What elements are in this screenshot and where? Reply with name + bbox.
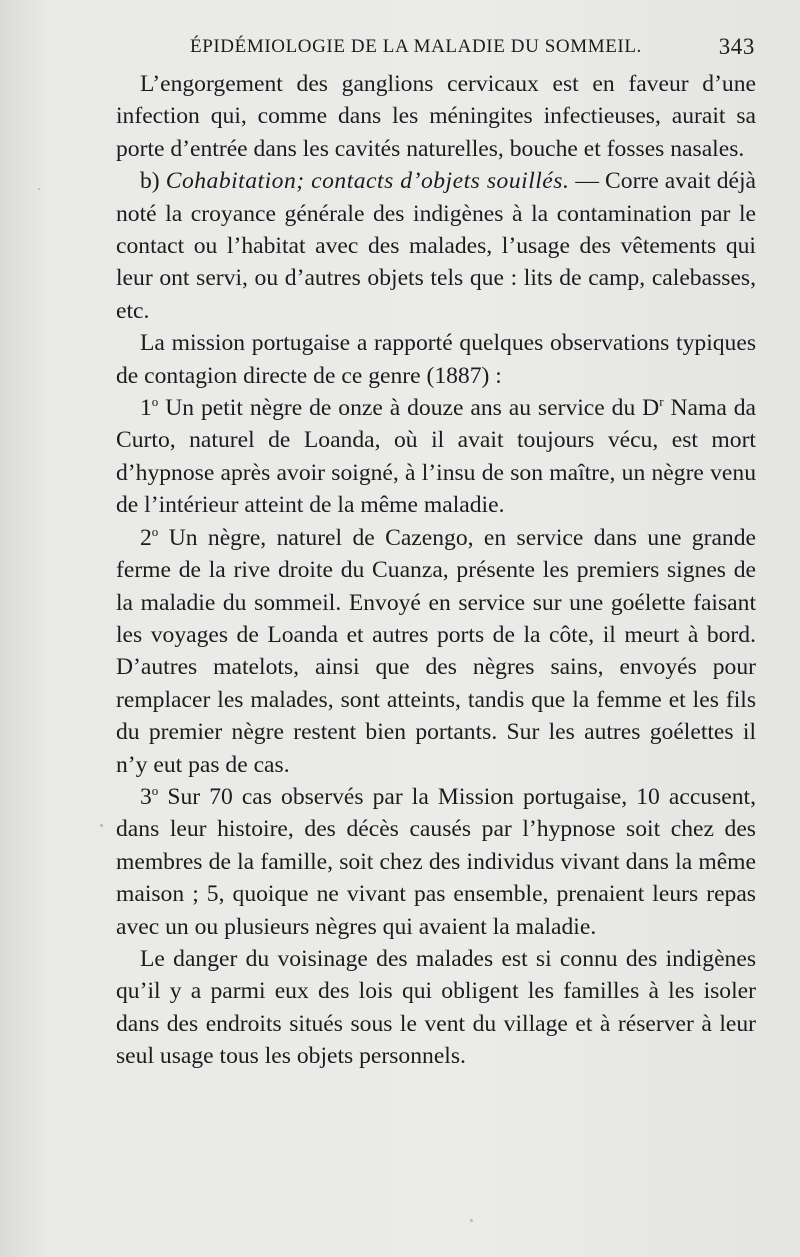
section-label: b) xyxy=(140,168,160,195)
paragraph-ganglions: L’engorgement des ganglions cervicaux est en faveur d’une infection qui, comme dans les méningites infectieuses, aurait sa porte d’entrée dans les cavités naturelles, bouche et fosses nasales. xyxy=(116,71,756,162)
observation-3 xyxy=(116,781,756,943)
observation-text: Un nègre, naturel de Cazengo, en service dans une grande ferme de la rive droite du Cuanza, présente les premiers signes de la maladie du sommeil. Envoyé en service sur une goélette faisant les voyages de Loanda et autres ports de la côte, il meurt à bord. D’autres matelots, ainsi que des nègres sains, envoyés pour remplacer les malades, sont atteints, tandis que la femme et les fils du premier nègre restent bien portants. Sur les autres goélettes il n’y eut pas de cas. xyxy=(116,524,757,778)
section-heading: Cohabitation; contacts d’objets souillés. xyxy=(165,168,570,195)
observation-number: 1 xyxy=(140,395,152,422)
observation-number: 2 xyxy=(140,524,152,551)
title-abbreviation: r xyxy=(659,394,664,410)
observation-text-start: Un petit nègre de onze à douze ans au service du D xyxy=(165,395,660,422)
degree-mark: o xyxy=(151,782,159,798)
observation-text: Sur 70 cas observés par la Mission portugaise, 10 accusent, dans leur histoire, des décès causés par l’hypnose soit chez des membres de la famille, soit chez des individus vivant dans la même maison ; 5, quoique ne vivant pas ensemble, prenaient leurs repas avec un ou plusieurs nègres qui avaient la maladie. xyxy=(116,783,756,940)
paper-speck xyxy=(470,1219,473,1222)
running-title: ÉPIDÉMIOLOGIE DE LA MALADIE DU SOMMEIL. xyxy=(190,36,642,57)
page-number: 343 xyxy=(718,34,755,59)
observation-text-end: Nama da Curto, naturel de Loanda, où il avait toujours vécu, est mort d’hypnose après avoir soigné, à l’insu de son maître, un nègre venu de l’intérieur atteint de la même maladie. xyxy=(116,395,756,519)
degree-mark: o xyxy=(151,394,159,410)
section-text: — Corre avait déjà noté la croyance générale des indigènes à la contamination par le contact ou l’habitat avec des malades, l’usage des vêtements qui leur ont servi, ou d’autres objets tels que : lits de camp, calebasses, etc. xyxy=(116,168,756,324)
paragraph-mission-intro: La mission portugaise a rapporté quelques observations typiques de contagion directe de ce genre (1887) : xyxy=(116,330,756,389)
paragraph-cohabitation xyxy=(116,165,756,327)
body-text xyxy=(116,68,756,1073)
running-head xyxy=(190,36,755,64)
degree-mark: o xyxy=(151,523,159,539)
observation-number: 3 xyxy=(140,783,152,810)
paper-speck xyxy=(100,824,103,827)
paragraph-closing: Le danger du voisinage des malades est si connu des indigènes qu’il y a parmi eux des lois qui obligent les familles à les isoler dans des endroits situés sous le vent du village et à réserver à leur seul usage tous les objets personnels. xyxy=(116,945,756,1070)
paper-speck xyxy=(38,188,40,190)
observation-2 xyxy=(116,522,756,781)
observation-1 xyxy=(116,392,756,522)
